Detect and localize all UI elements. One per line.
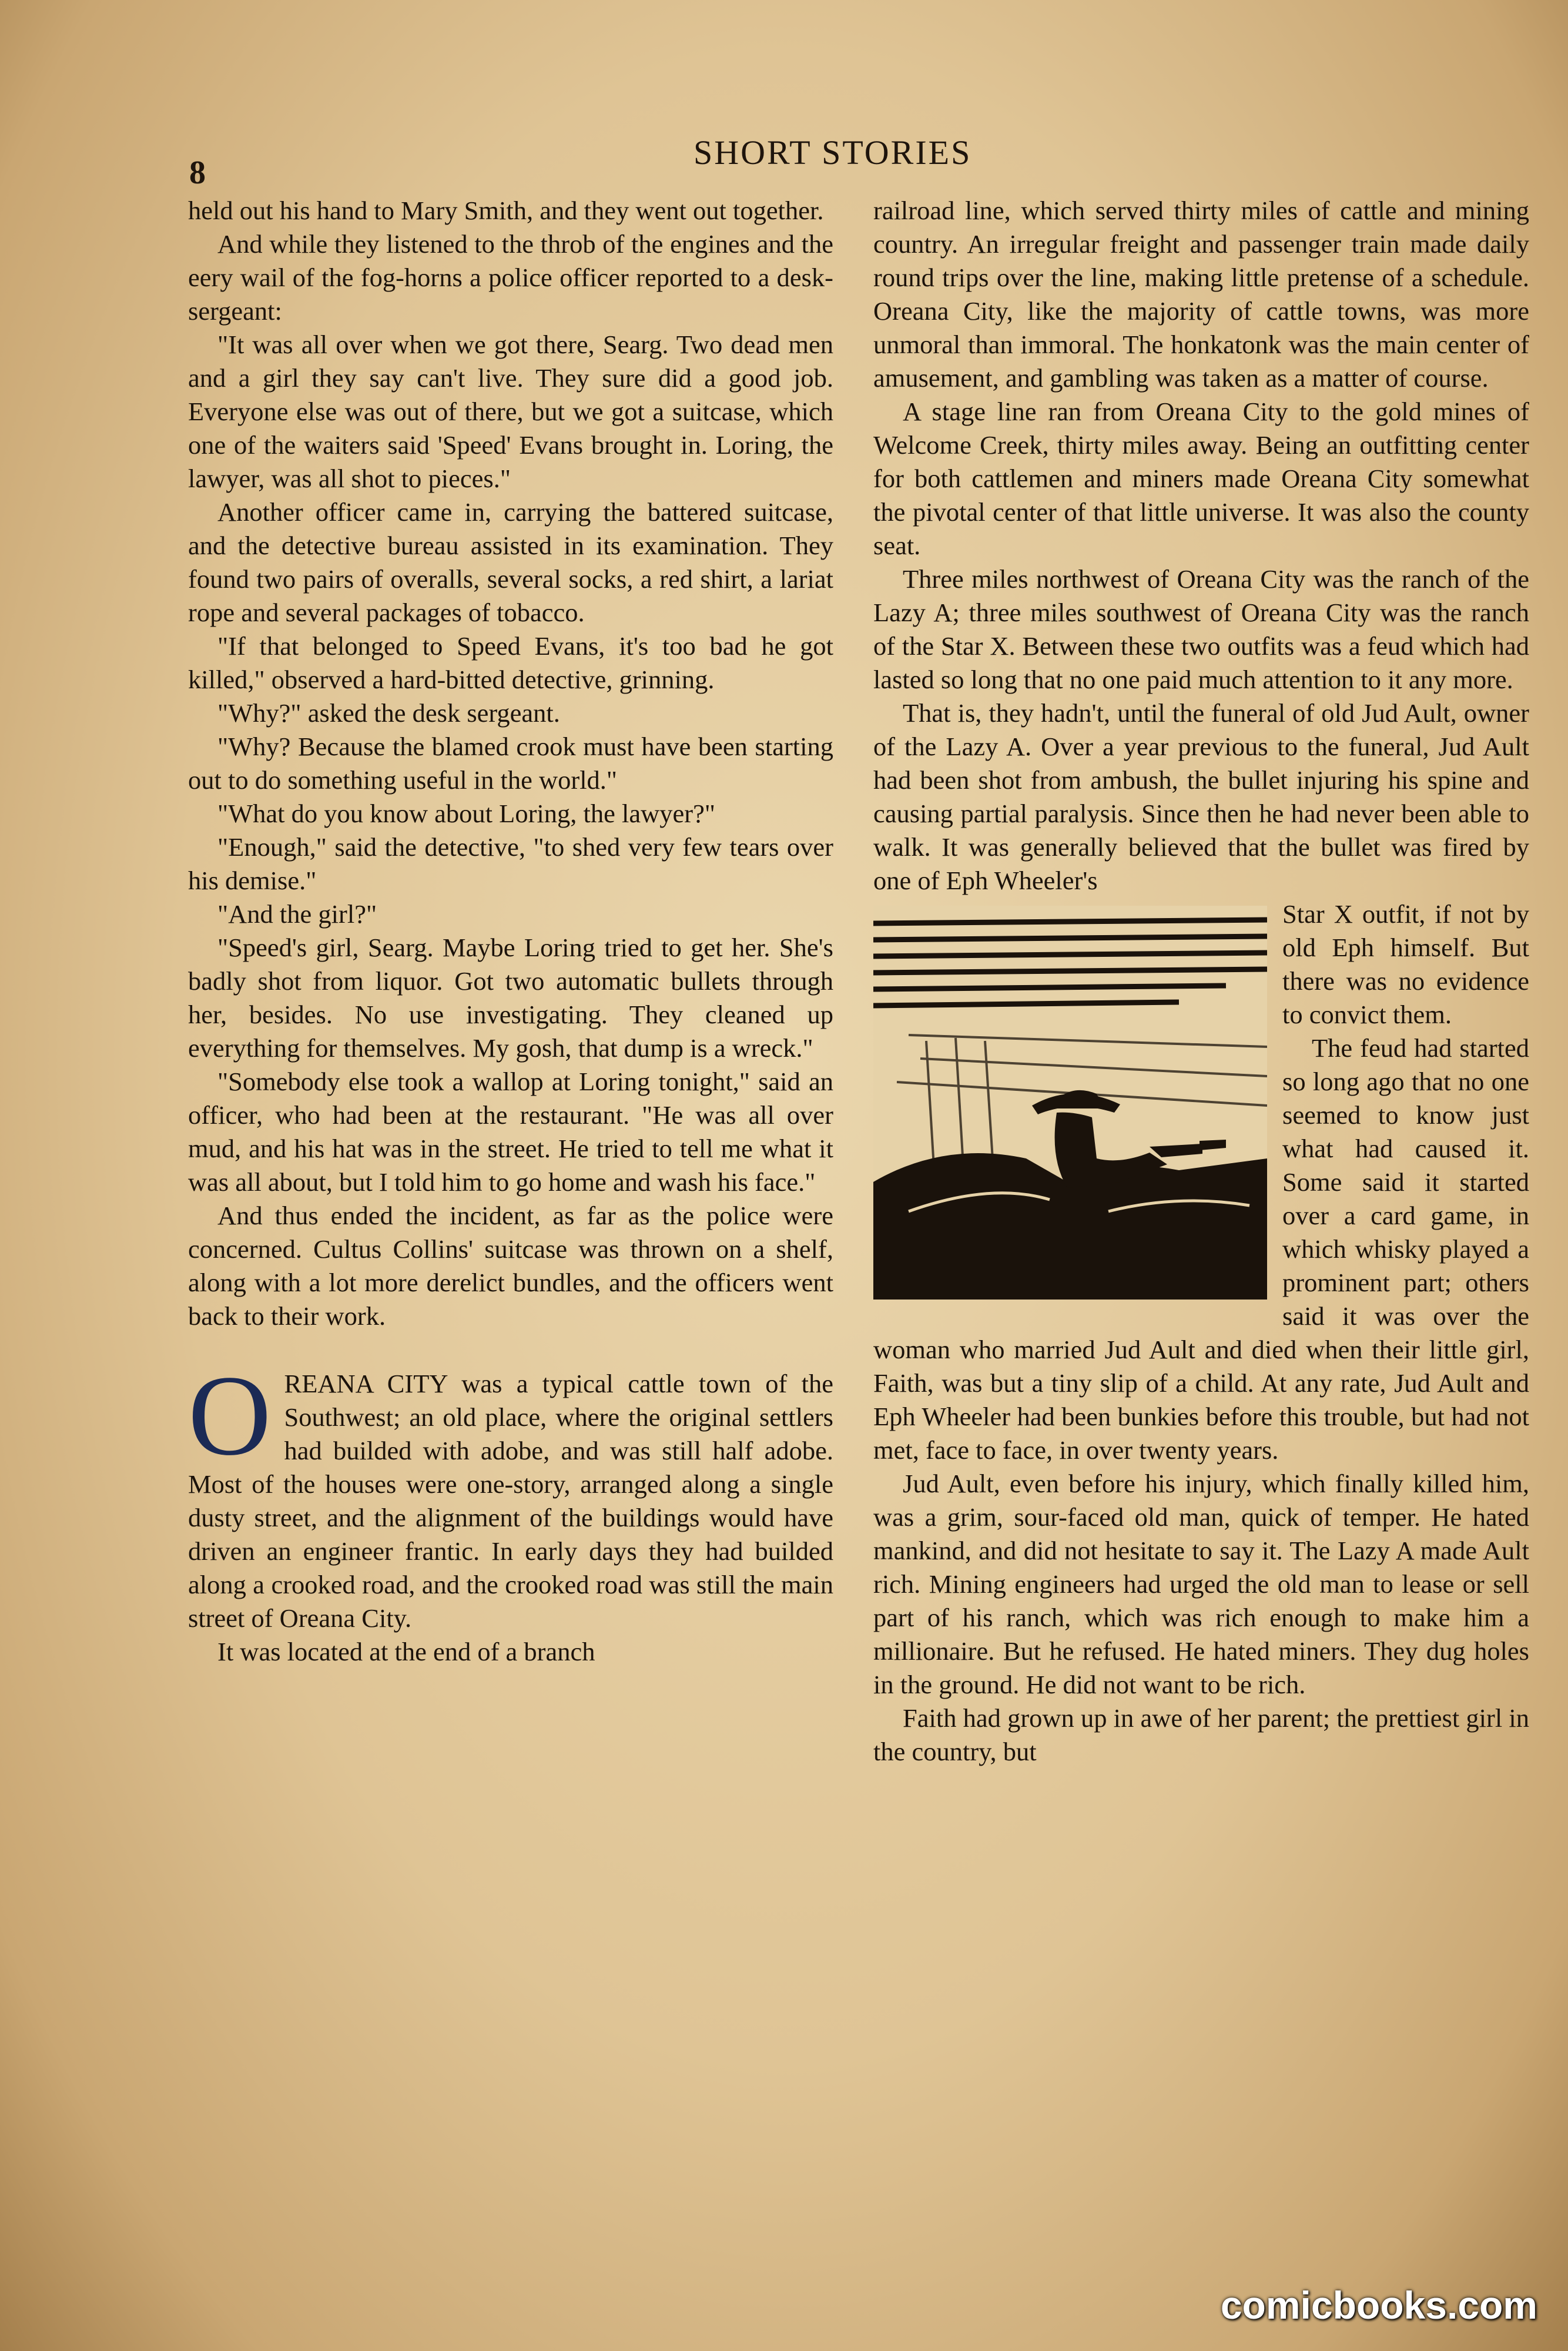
gunman-drawing bbox=[873, 906, 1267, 1300]
paragraph: "Why?" asked the desk sergeant. bbox=[217, 698, 560, 728]
paragraph: That is, they hadn't, until the funeral of old Jud Ault, owner of the Lazy A. Over a year previous to the funeral, Jud Ault had been shot from ambush, the bullet injuring his spine and causing partial paralysis. Since then he had never been able to walk. It was generally believed that the bullet was fired by one of Eph Wheeler's bbox=[873, 698, 1529, 895]
paragraph-text: REANA CITY was a typical cattle town of the Southwest; an old place, where the original settlers had builded with adobe, and was still half adobe. Most of the houses were one-story, arranged along a single dusty street, and the alignment of the buildings would have driven an engineer frantic. In early days they had builded along a crooked road, and the crooked road was still the main street of Oreana City. bbox=[188, 1369, 833, 1633]
paragraph: "Why? Because the blamed crook must have been starting out to do something useful in the world." bbox=[188, 732, 833, 795]
paragraph: "What do you know about Loring, the lawyer?" bbox=[217, 799, 715, 828]
paragraph: railroad line, which served thirty miles of cattle and mining country. An irregular freight and passenger train made daily round trips over the line, making little pretense of a schedule. Oreana City, like the majority of cattle towns, was more unmoral than immoral. The honkatonk was the main center of amusement, and gambling was taken as a matter of course. bbox=[873, 196, 1529, 393]
paragraph: Another officer came in, carrying the battered suitcase, and the detective bureau assisted in its examination. They found two pairs of overalls, several socks, a red shirt, a lariat rope and several packages of tobacco. bbox=[188, 497, 833, 627]
paragraph: It was located at the end of a branch bbox=[217, 1637, 595, 1666]
section-opening-paragraph bbox=[188, 1352, 833, 1635]
paragraph: "If that belonged to Speed Evans, it's too bad he got killed," observed a hard-bitted detective, grinning. bbox=[188, 631, 833, 694]
paragraph: held out his hand to Mary Smith, and they went out together. bbox=[188, 196, 824, 225]
paragraph: "It was all over when we got there, Searg. Two dead men and a girl they say can't live. They sure did a good job. Everyone else was out of there, but we got a suitcase, which one of the waiters said 'Speed' Evans brought in. Loring, the lawyer, was all shot to pieces." bbox=[188, 330, 833, 493]
gunman-illustration bbox=[873, 906, 1267, 1300]
left-column bbox=[188, 194, 833, 1669]
site-watermark: comicbooks.com bbox=[1220, 2283, 1537, 2327]
paragraph: Three miles northwest of Oreana City was the ranch of the Lazy A; three miles southwest of Oreana City was the ranch of the Star X. Between these two outfits was a feud which had lasted so long that no one paid much attention to it any more. bbox=[873, 564, 1529, 694]
paragraph: "Somebody else took a wallop at Loring tonight," said an officer, who had been at the restaurant. "He was all over mud, and his hat was in the street. He tried to tell me what it was all about, but I told him to go home and wash his face." bbox=[188, 1067, 833, 1197]
paragraph: "And the girl?" bbox=[217, 899, 377, 929]
running-head: SHORT STORIES bbox=[693, 133, 972, 172]
paragraph: Jud Ault, even before his injury, which finally killed him, was a grim, sour-faced old man, quick of temper. He hated mankind, and did not hesitate to say it. The Lazy A made Ault rich. Mining engineers had urged the old man to lease or sell part of his ranch, which was rich enough to make him a millionaire. But he refused. He hated miners. They dug holes in the ground. He did not want to be rich. bbox=[873, 1469, 1529, 1699]
section-break bbox=[188, 1333, 833, 1367]
paragraph: "Enough," said the detective, "to shed very few tears over his demise." bbox=[188, 832, 833, 895]
paragraph: The feud had started so long ago that no one seemed to know just what had caused it. Some said it started over a card game, in which whisky played a prominent part; others said it was over the woman who married Jud Ault and died when their little girl, Faith, was but a tiny slip of a child. At any rate, Jud Ault and Eph Wheeler had been bunkies before this trouble, but had not met, face to face, in over twenty years. bbox=[873, 1033, 1529, 1465]
paragraph: "Speed's girl, Searg. Maybe Loring tried to get her. She's badly shot from liquor. Got two automatic bullets through her, besides. No use investigating. They cleaned up everything for themselves. My gosh, that dump is a wreck." bbox=[188, 933, 833, 1063]
page-number: 8 bbox=[189, 155, 206, 191]
paragraph: Faith had grown up in awe of her parent; the prettiest girl in the country, but bbox=[873, 1703, 1529, 1766]
paragraph: And thus ended the incident, as far as the police were concerned. Cultus Collins' suitcase was thrown on a shelf, along with a lot more derelict bundles, and the officers went back to their work. bbox=[188, 1201, 833, 1331]
paragraph: A stage line ran from Oreana City to the gold mines of Welcome Creek, thirty miles away. Being an outfitting center for both cattlemen and miners made Oreana City somewhat the pivotal center of that little universe. It was also the county seat. bbox=[873, 397, 1529, 560]
drop-cap: O bbox=[188, 1352, 272, 1479]
right-column bbox=[873, 194, 1529, 1769]
paragraph: And while they listened to the throb of the engines and the eery wail of the fog-horns a police officer reported to a desk-sergeant: bbox=[188, 229, 833, 326]
paragraph-continuation: Star X outfit, if not by old Eph himself. But there was no evidence to convict them. bbox=[1282, 899, 1529, 1029]
